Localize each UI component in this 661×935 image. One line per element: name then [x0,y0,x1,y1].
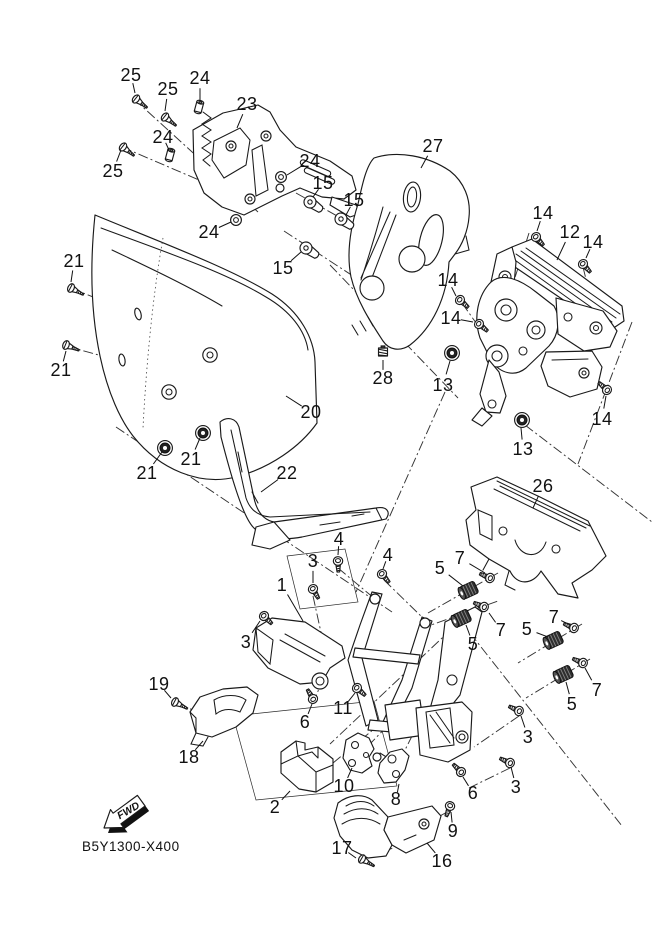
callout-16: 16 [431,851,453,871]
callout-9: 9 [447,821,459,841]
leader-line [71,270,73,282]
callout-4: 4 [382,545,394,565]
screw-icon [333,557,343,573]
callout-18: 18 [178,747,200,767]
leader-line [521,428,522,440]
part-1-front-panel-stay [253,592,482,762]
screw-icon [450,761,467,778]
washer-icon [162,385,176,399]
callout-13: 13 [432,375,454,395]
leader-line [557,242,565,260]
callout-7: 7 [495,620,507,640]
callout-1: 1 [276,575,288,595]
screw-icon [61,340,80,355]
screw-icon [571,654,589,669]
grommet-icon [196,426,211,441]
callout-25: 25 [102,161,124,181]
damper-icon [552,665,574,685]
callout-14: 14 [582,232,604,252]
callout-14: 14 [437,270,459,290]
damper-icon [542,631,564,651]
callout-17: 17 [331,838,353,858]
screw-icon [498,754,516,769]
leader-line [489,613,496,622]
callout-3: 3 [307,551,319,571]
callout-21: 21 [63,251,85,271]
callout-5: 5 [434,558,446,578]
callout-21: 21 [180,449,202,469]
leader-line [288,595,304,622]
callout-19: 19 [148,674,170,694]
callout-24: 24 [299,151,321,171]
screw-icon [577,258,594,276]
grommet-icon [445,346,460,361]
screw-icon [66,283,85,299]
leader-line [446,361,450,374]
leader-line [282,791,290,800]
callout-3: 3 [522,727,534,747]
screw-icon [307,583,323,601]
part-code: B5Y1300-X400 [82,839,180,854]
callout-3: 3 [240,632,252,652]
callout-6: 6 [299,712,311,732]
callout-25: 25 [157,79,179,99]
callout-23: 23 [236,94,258,114]
part-23-stay-bracket [193,105,365,217]
callout-10: 10 [333,776,355,796]
leader-line [117,150,121,162]
leader-line [537,633,549,637]
callout-2: 2 [269,797,281,817]
callout-15: 15 [312,173,334,193]
callout-25: 25 [120,65,142,85]
fwd-arrow [104,795,149,833]
leader-line [604,396,606,409]
screw-icon [442,800,456,818]
callout-14: 14 [591,409,613,429]
callout-12: 12 [559,222,581,242]
callout-6: 6 [467,783,479,803]
callout-5: 5 [566,694,578,714]
part-12-meter-bracket [472,239,624,429]
grommet-icon [515,413,530,428]
callout-24: 24 [198,222,220,242]
callout-14: 14 [440,308,462,328]
leader-line [521,716,525,728]
callout-4: 4 [333,529,345,549]
leader-line [461,320,473,322]
callout-15: 15 [272,258,294,278]
fwd-arrow-label: FWD [115,799,142,823]
washer-icon [203,348,217,362]
leader-line [449,575,463,586]
leader-line [219,222,231,228]
part-2-unit-box [281,741,333,792]
callout-27: 27 [422,136,444,156]
callout-13: 13 [512,439,534,459]
leader-line [165,99,167,111]
leader-line [585,668,592,680]
callout-15: 15 [343,190,365,210]
callout-21: 21 [136,463,158,483]
screw-icon [376,568,393,586]
callout-3: 3 [510,777,522,797]
screw-icon [562,619,580,634]
callout-7: 7 [548,607,560,627]
washer-icon [231,215,242,226]
screw-icon [478,569,496,584]
part-18-cover [190,687,258,746]
callout-21: 21 [50,360,72,380]
callout-26: 26 [532,476,554,496]
callout-5: 5 [467,634,479,654]
callout-28: 28 [372,368,394,388]
screw-icon [170,697,189,713]
screw-icon [131,94,150,112]
leader-line [469,564,485,573]
screw-icon [303,687,319,705]
washer-icon [276,172,287,183]
collar-icon [165,148,175,163]
group-box [287,549,358,609]
callout-20: 20 [300,402,322,422]
callout-14: 14 [532,203,554,223]
callout-7: 7 [591,680,603,700]
callout-8: 8 [390,789,402,809]
callout-24: 24 [189,68,211,88]
bushing-icon [298,240,322,262]
callout-5: 5 [521,619,533,639]
leader-line [566,682,569,694]
callout-7: 7 [454,548,466,568]
nut-icon [379,346,388,356]
callout-22: 22 [276,463,298,483]
callout-24: 24 [152,127,174,147]
screw-icon [507,702,525,717]
grommet-icon [158,441,173,456]
callout-11: 11 [333,698,353,718]
